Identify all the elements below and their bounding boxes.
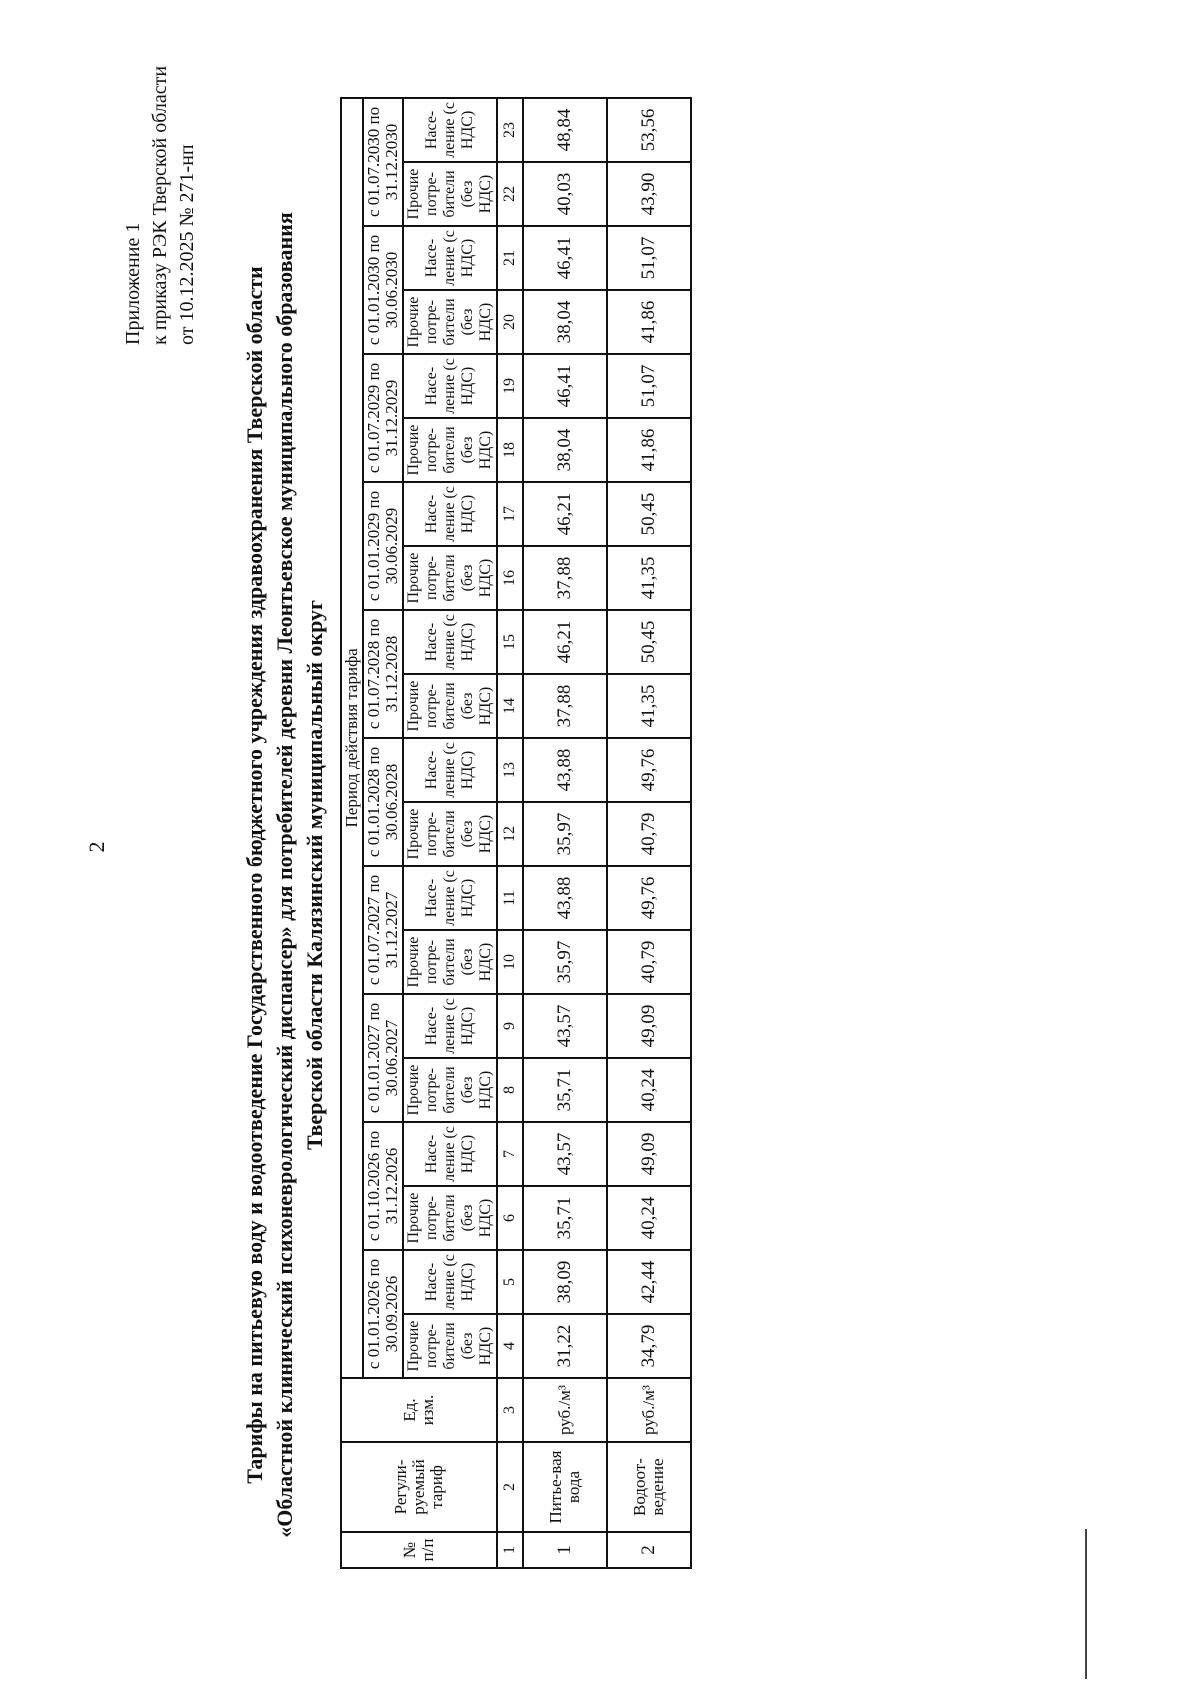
value-cell: 43,57 (523, 994, 607, 1058)
column-numbers-row (497, 98, 523, 1568)
period-cell: с 01.07.2030 по 31.12.2030 (363, 98, 403, 226)
column-number: 18 (497, 418, 523, 482)
tariff-name: Питье-вая вода (523, 1442, 607, 1532)
appendix-block (120, 15, 201, 345)
value-cell: 49,09 (607, 994, 691, 1058)
column-number: 2 (497, 1442, 523, 1532)
col-tariff-header: Регули-руемый тариф (341, 1442, 497, 1532)
header-row-periods (363, 98, 403, 1568)
population-header: Насе-ление (с НДС) (403, 354, 497, 418)
value-cell: 46,21 (523, 610, 607, 674)
tariff-name: Водоот-ведение (607, 1442, 691, 1532)
population-header: Насе-ление (с НДС) (403, 98, 497, 162)
column-number: 16 (497, 546, 523, 610)
value-cell: 35,71 (523, 1058, 607, 1122)
value-cell: 49,76 (607, 738, 691, 802)
table-row (607, 98, 691, 1568)
value-cell: 50,45 (607, 610, 691, 674)
other-consumers-header: Прочие потре-бители (без НДС) (403, 1058, 497, 1122)
other-consumers-header: Прочие потре-бители (без НДС) (403, 418, 497, 482)
value-cell: 40,79 (607, 930, 691, 994)
value-cell: 40,24 (607, 1186, 691, 1250)
value-cell: 48,84 (523, 98, 607, 162)
header-row-consumers (403, 98, 497, 1568)
other-consumers-header: Прочие потре-бители (без НДС) (403, 674, 497, 738)
page-number: 2 (84, 841, 109, 853)
row-number: 2 (607, 1532, 691, 1568)
column-number: 12 (497, 802, 523, 866)
period-cell: с 01.07.2027 по 31.12.2027 (363, 866, 403, 994)
period-cell: с 01.01.2027 по 30.06.2027 (363, 994, 403, 1122)
col-no-header: № п/п (341, 1532, 497, 1568)
column-number: 14 (497, 674, 523, 738)
value-cell: 41,35 (607, 674, 691, 738)
value-cell: 40,79 (607, 802, 691, 866)
unit-cell: руб./м³ (607, 1378, 691, 1442)
other-consumers-header: Прочие потре-бители (без НДС) (403, 802, 497, 866)
column-number: 10 (497, 930, 523, 994)
other-consumers-header: Прочие потре-бители (без НДС) (403, 1186, 497, 1250)
value-cell: 37,88 (523, 546, 607, 610)
period-cell: с 01.07.2028 по 31.12.2028 (363, 610, 403, 738)
population-header: Насе-ление (с НДС) (403, 738, 497, 802)
value-cell: 38,04 (523, 418, 607, 482)
value-cell: 41,86 (607, 290, 691, 354)
value-cell: 43,88 (523, 738, 607, 802)
column-number: 11 (497, 866, 523, 930)
column-number: 13 (497, 738, 523, 802)
column-number: 5 (497, 1250, 523, 1314)
other-consumers-header: Прочие потре-бители (без НДС) (403, 290, 497, 354)
population-header: Насе-ление (с НДС) (403, 1250, 497, 1314)
column-number: 19 (497, 354, 523, 418)
population-header: Насе-ление (с НДС) (403, 994, 497, 1058)
value-cell: 42,44 (607, 1250, 691, 1314)
value-cell: 35,71 (523, 1186, 607, 1250)
value-cell: 38,09 (523, 1250, 607, 1314)
value-cell: 37,88 (523, 674, 607, 738)
population-header: Насе-ление (с НДС) (403, 1122, 497, 1186)
period-cell: с 01.01.2029 по 30.06.2029 (363, 482, 403, 610)
appendix-line1: Приложение 1 (122, 222, 144, 345)
population-header: Насе-ление (с НДС) (403, 226, 497, 290)
value-cell: 50,45 (607, 482, 691, 546)
column-number: 3 (497, 1378, 523, 1442)
value-cell: 49,76 (607, 866, 691, 930)
value-cell: 43,90 (607, 162, 691, 226)
appendix-line3: от 10.12.2025 № 271-нп (176, 144, 198, 345)
value-cell: 51,07 (607, 354, 691, 418)
value-cell: 40,24 (607, 1058, 691, 1122)
column-number: 20 (497, 290, 523, 354)
column-number: 9 (497, 994, 523, 1058)
row-number: 1 (523, 1532, 607, 1568)
other-consumers-header: Прочие потре-бители (без НДС) (403, 1314, 497, 1378)
column-number: 17 (497, 482, 523, 546)
column-number: 7 (497, 1122, 523, 1186)
column-number: 8 (497, 1058, 523, 1122)
period-cell: с 01.01.2028 по 30.06.2028 (363, 738, 403, 866)
column-number: 23 (497, 98, 523, 162)
value-cell: 31,22 (523, 1314, 607, 1378)
footer-rule (1085, 1529, 1087, 1679)
unit-cell: руб./м³ (523, 1378, 607, 1442)
value-cell: 34,79 (607, 1314, 691, 1378)
value-cell: 40,03 (523, 162, 607, 226)
header-row-1 (341, 98, 363, 1568)
tariff-table (340, 97, 692, 1569)
col-unit-header: Ед. изм. (341, 1378, 497, 1442)
period-cell: с 01.01.2030 по 30.06.2030 (363, 226, 403, 354)
value-cell: 43,88 (523, 866, 607, 930)
column-number: 1 (497, 1532, 523, 1568)
value-cell: 46,41 (523, 354, 607, 418)
column-number: 4 (497, 1314, 523, 1378)
column-number: 6 (497, 1186, 523, 1250)
column-number: 21 (497, 226, 523, 290)
value-cell: 35,97 (523, 802, 607, 866)
value-cell: 51,07 (607, 226, 691, 290)
column-number: 15 (497, 610, 523, 674)
other-consumers-header: Прочие потре-бители (без НДС) (403, 162, 497, 226)
column-number: 22 (497, 162, 523, 226)
value-cell: 53,56 (607, 98, 691, 162)
document-title: Тарифы на питьевую воду и водоотведение Государственного бюджетного учреждения здравоохранения Тверской области «Областной клинический психоневрологический диспансер» для потребителей деревни Леонтьевское муниципального образования Тверской области Калязинский муниципальный округ (242, 212, 327, 1538)
population-header: Насе-ление (с НДС) (403, 482, 497, 546)
other-consumers-header: Прочие потре-бители (без НДС) (403, 546, 497, 610)
value-cell: 43,57 (523, 1122, 607, 1186)
population-header: Насе-ление (с НДС) (403, 866, 497, 930)
period-cell: с 01.10.2026 по 31.12.2026 (363, 1122, 403, 1250)
period-header: Период действия тарифа (341, 98, 363, 1378)
period-cell: с 01.07.2029 по 31.12.2029 (363, 354, 403, 482)
value-cell: 46,41 (523, 226, 607, 290)
period-cell: с 01.01.2026 по 30.09.2026 (363, 1250, 403, 1378)
value-cell: 38,04 (523, 290, 607, 354)
population-header: Насе-ление (с НДС) (403, 610, 497, 674)
value-cell: 49,09 (607, 1122, 691, 1186)
appendix-line2: к приказу РЭК Тверской области (149, 65, 171, 345)
other-consumers-header: Прочие потре-бители (без НДС) (403, 930, 497, 994)
value-cell: 46,21 (523, 482, 607, 546)
value-cell: 35,97 (523, 930, 607, 994)
value-cell: 41,35 (607, 546, 691, 610)
table-row (523, 98, 607, 1568)
value-cell: 41,86 (607, 418, 691, 482)
